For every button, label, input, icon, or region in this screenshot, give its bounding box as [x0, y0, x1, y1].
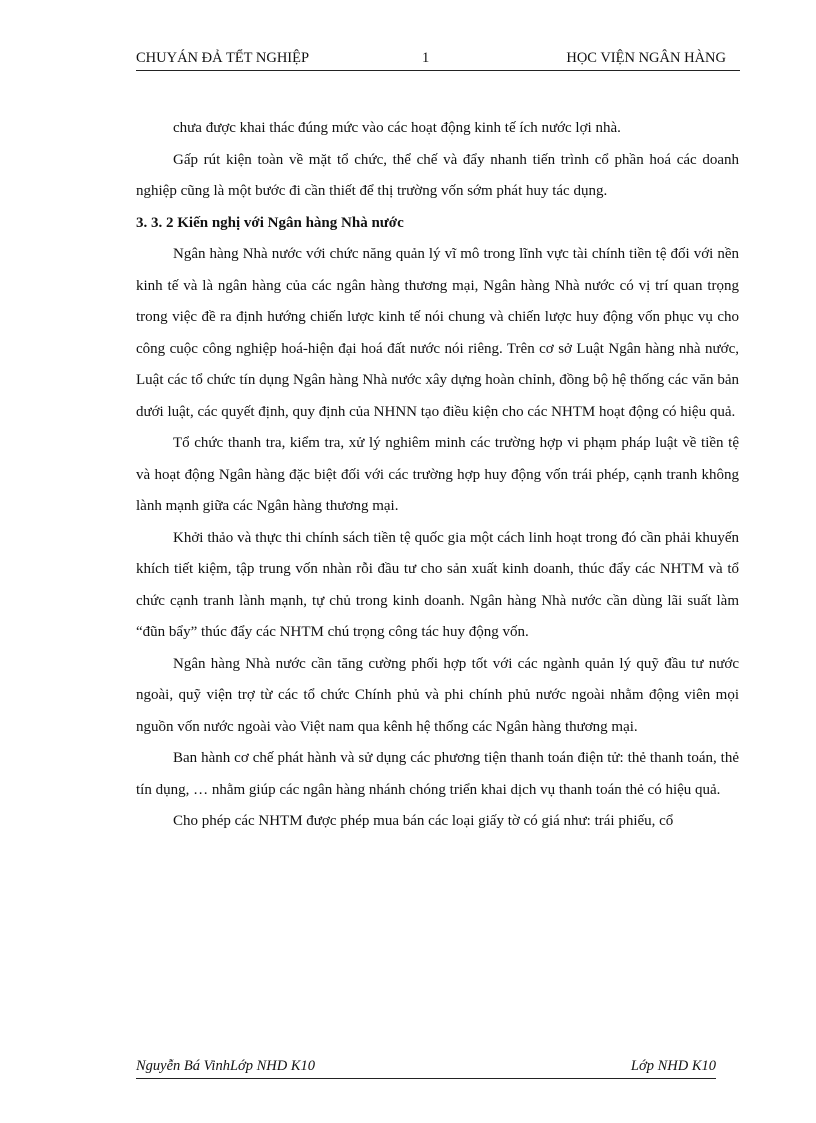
paragraph-8: Cho phép các NHTM được phép mua bán các loại giấy tờ có giá như: trái phiếu, cổ	[173, 813, 674, 829]
header-thesis-title: CHUYÁN ĐẢ TỂT NGHIỆP	[136, 50, 310, 66]
document-body	[136, 113, 739, 838]
paragraph-5: Khởi thảo và thực thi chính sách tiền tệ quốc gia một cách linh hoạt trong đó cần phải khuyến khích tiết kiệm, tập trung vốn nhàn rỗi đầu tư cho sản xuất kinh doanh, thúc đẩy các NHTM và tổ chức cạnh tranh lành mạnh, tự chủ trong kinh doanh. Ngân hàng Nhà nước cần dùng lãi suất làm “đũn bẩy” thúc đẩy các NHTM chú trọng công tác huy động vốn.	[136, 529, 739, 640]
footer-class: Lớp NHD K10	[630, 1058, 716, 1074]
paragraph-6: Ngân hàng Nhà nước cần tăng cường phối hợp tốt với các ngành quản lý quỹ đầu tư nước ngoài, quỹ viện trợ từ các tổ chức Chính phủ và phi chính phủ nước ngoài nhằm động viên mọi nguồn vốn nước ngoài vào Việt nam qua kênh hệ thống các Ngân hàng thương mại.	[136, 655, 739, 735]
page-header	[136, 50, 740, 71]
header-institution: HỌC VIỆN NGÂN HÀNG	[566, 50, 726, 66]
paragraph-2: Gấp rút kiện toàn về mặt tổ chức, thể chế và đẩy nhanh tiến trình cổ phần hoá các doanh nghiệp cũng là một bước đi cần thiết để thị trường vốn sớm phát huy tác dụng.	[136, 151, 739, 199]
paragraph-4: Tổ chức thanh tra, kiểm tra, xử lý nghiêm minh các trường hợp vi phạm pháp luật về tiền tệ và hoạt động Ngân hàng đặc biệt đối với các trường hợp huy động vốn trái phép, cạnh tranh không lành mạnh giữa các Ngân hàng thương mại.	[136, 435, 739, 514]
page-footer	[136, 1058, 716, 1079]
header-page-number: 1	[422, 50, 430, 66]
footer-author: Nguyễn Bá VinhLớp NHD K10	[136, 1058, 316, 1074]
section-heading: 3. 3. 2 Kiến nghị với Ngân hàng Nhà nước	[136, 214, 404, 231]
paragraph-1: chưa được khai thác đúng mức vào các hoạt động kinh tế ích nước lợi nhà.	[173, 120, 621, 136]
paragraph-3: Ngân hàng Nhà nước với chức năng quản lý vĩ mô trong lĩnh vực tài chính tiền tệ đối với nền kinh tế và là ngân hàng của các ngân hàng thương mại, Ngân hàng Nhà nước có vị trí quan trọng trong việc đề ra định hướng chiến lược kinh tế nói chung và chiến lược huy động vốn phục vụ cho công cuộc công nghiệp hoá-hiện đại hoá đất nước nói riêng. Trên cơ sở Luật Ngân hàng nhà nước, Luật các tổ chức tín dụng Ngân hàng Nhà nước xây dựng hoàn chỉnh, đồng bộ hệ thống các văn bản dưới luật, các quyết định, quy định của NHNN tạo điều kiện cho các NHTM hoạt động có hiệu quả.	[136, 246, 739, 420]
paragraph-7: Ban hành cơ chế phát hành và sử dụng các phương tiện thanh toán điện tử: thẻ thanh toán, thẻ tín dụng, … nhằm giúp các ngân hàng nhánh chóng triển khai dịch vụ thanh toán thẻ có hiệu quả.	[136, 750, 739, 798]
